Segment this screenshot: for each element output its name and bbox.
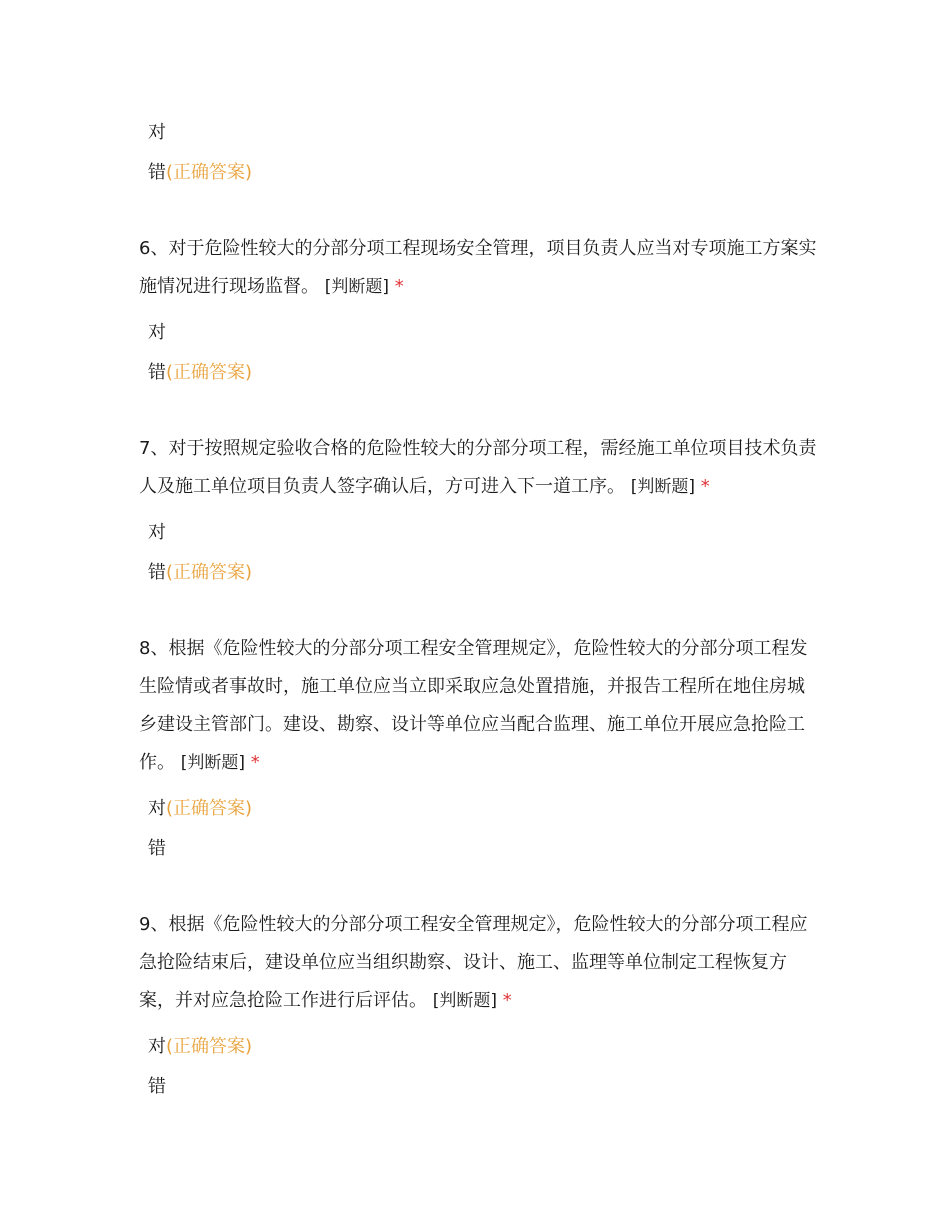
question-body: 8、根据《危险性较大的分部分项工程安全管理规定》，危险性较大的分部分项工程发生险情或者事故时，施工单位应当立即采取应急处置措施，并报告工程所在地住房城乡建设主管部门。建设、勘察、设计等单位应当配合监理、施工单位开展应急抢险工作。 xyxy=(139,638,808,773)
question-text xyxy=(139,430,819,506)
option-label: 对 xyxy=(148,522,166,543)
question-text xyxy=(139,906,819,1020)
question-body: 6、对于危险性较大的分部分项工程现场安全管理，项目负责人应当对专项施工方案实施情况进行现场监督。 xyxy=(139,238,817,297)
question-text xyxy=(139,630,819,782)
question-type: [判断题] xyxy=(630,477,695,497)
option-true[interactable] xyxy=(148,797,252,821)
option-false[interactable] xyxy=(148,837,166,861)
correct-answer-tag: (正确答案) xyxy=(166,798,253,819)
option-true[interactable] xyxy=(148,521,166,545)
option-true[interactable] xyxy=(148,1035,252,1059)
question-type: [判断题] xyxy=(180,753,245,773)
option-label: 对 xyxy=(148,322,166,343)
correct-answer-tag: (正确答案) xyxy=(166,362,253,383)
question-text xyxy=(139,230,819,306)
option-label: 对 xyxy=(148,1036,166,1057)
option-false[interactable] xyxy=(148,1075,166,1099)
required-mark: * xyxy=(502,990,512,1011)
question-body: 9、根据《危险性较大的分部分项工程安全管理规定》，危险性较大的分部分项工程应急抢险结束后，建设单位应当组织勘察、设计、施工、监理等单位制定工程恢复方案，并对应急抢险工作进行后评估。 xyxy=(139,914,808,1011)
option-true[interactable] xyxy=(148,121,166,145)
option-false[interactable] xyxy=(148,161,252,185)
question-type: [判断题] xyxy=(324,277,389,297)
option-label: 错 xyxy=(148,1076,166,1097)
required-mark: * xyxy=(700,476,710,497)
required-mark: * xyxy=(250,752,260,773)
option-label: 错 xyxy=(148,162,166,183)
option-true[interactable] xyxy=(148,321,166,345)
option-label: 错 xyxy=(148,562,166,583)
option-false[interactable] xyxy=(148,361,252,385)
correct-answer-tag: (正确答案) xyxy=(166,562,253,583)
correct-answer-tag: (正确答案) xyxy=(166,162,253,183)
option-label: 对 xyxy=(148,122,166,143)
option-label: 错 xyxy=(148,838,166,859)
question-type: [判断题] xyxy=(432,991,497,1011)
option-label: 对 xyxy=(148,798,166,819)
question-body: 7、对于按照规定验收合格的危险性较大的分部分项工程，需经施工单位项目技术负责人及施工单位项目负责人签字确认后，方可进入下一道工序。 xyxy=(139,438,817,497)
correct-answer-tag: (正确答案) xyxy=(166,1036,253,1057)
required-mark: * xyxy=(394,276,404,297)
option-false[interactable] xyxy=(148,561,252,585)
option-label: 错 xyxy=(148,362,166,383)
